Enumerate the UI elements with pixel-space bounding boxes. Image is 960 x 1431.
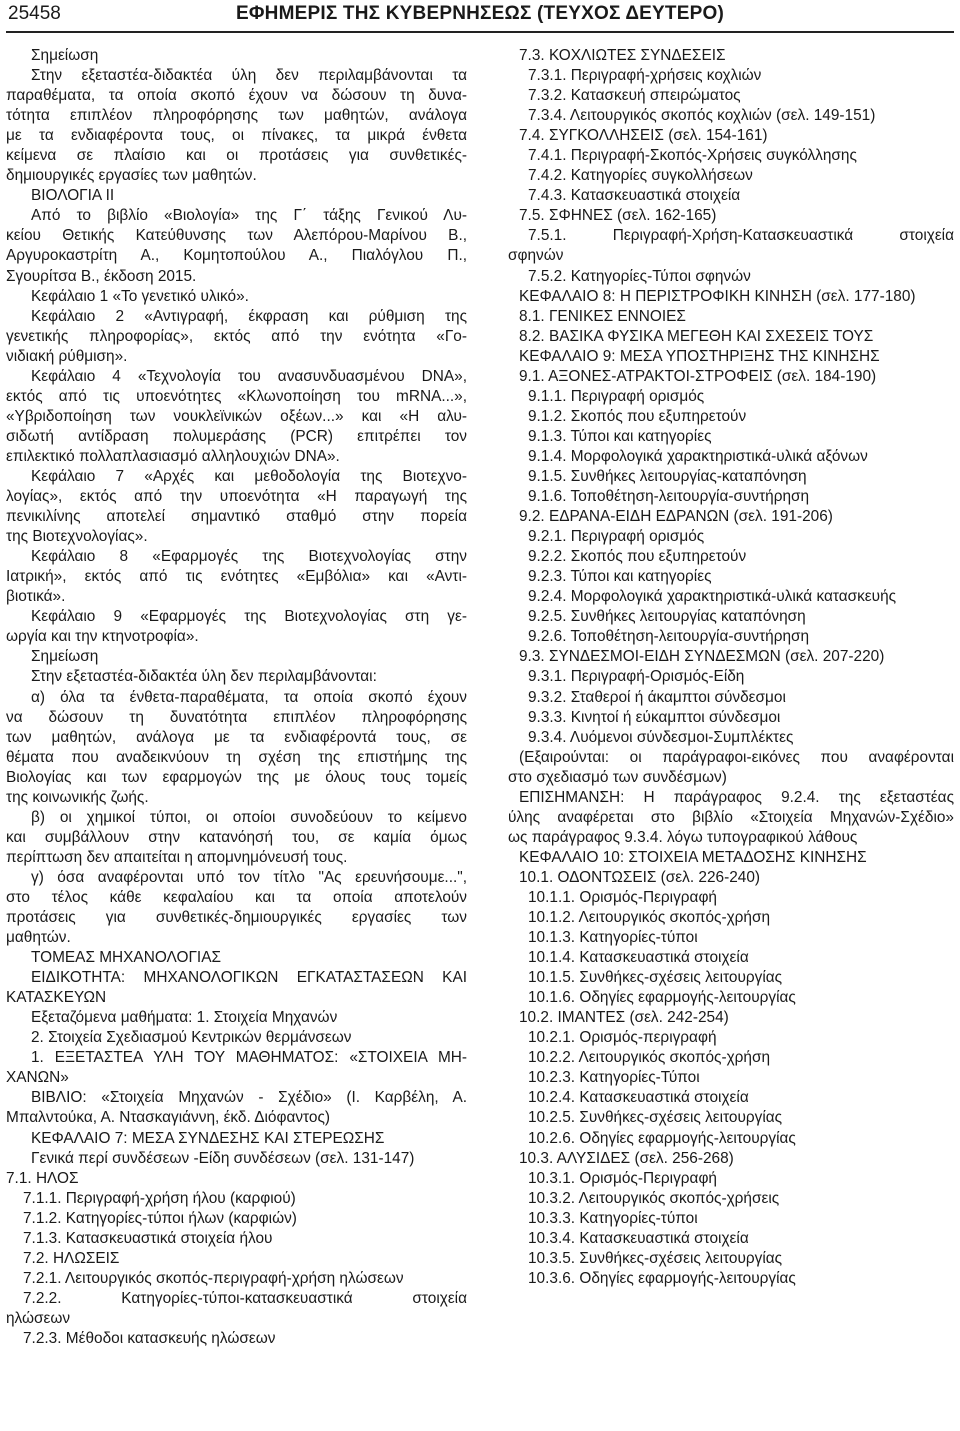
right-column-line: ΚΕΦΑΛΑΙΟ 9: ΜΕΣΑ ΥΠΟΣΤΗΡΙΞΗΣ ΤΗΣ ΚΙΝΗΣΗΣ bbox=[519, 347, 880, 365]
right-column-line: ΕΠΙΣΗΜΑΝΣΗ: Η παράγραφος 9.2.4. της εξεταστέας bbox=[519, 788, 954, 806]
left-column-line: α) όλα τα ένθετα-παραθέματα, τα οποία σκοπό έχουν bbox=[31, 688, 467, 706]
right-column-line: 9.2.4. Μορφολογικά χαρακτηριστικά-υλικά κατασκευής bbox=[528, 588, 897, 606]
right-column-line: 8.1. ΓΕΝΙΚΕΣ ΕΝΝΟΙΕΣ bbox=[519, 307, 686, 325]
right-column-line: 9.2.3. Τύποι και κατηγορίες bbox=[528, 568, 712, 586]
right-column-line: 9.3.2. Σταθεροί ή άκαμπτοι σύνδεσμοι bbox=[528, 688, 786, 706]
right-column-line: 7.4.1. Περιγραφή-Σκοπός-Χρήσεις συγκόλλησης bbox=[528, 147, 857, 165]
right-column-line: 9.1.3. Τύποι και κατηγορίες bbox=[528, 427, 712, 445]
right-column-line: 9.1. ΑΞΟΝΕΣ-ΑΤΡΑΚΤΟΙ-ΣΤΡΟΦΕΙΣ (σελ. 184-190) bbox=[519, 367, 877, 385]
left-column-line: Σημείωση bbox=[31, 47, 99, 64]
left-column-line: 2. Στοιχεία Σχεδιασμού Κεντρικών θερμάνσεων bbox=[31, 1029, 352, 1047]
left-column-line: Κεφάλαιο 2 «Αντιγραφή, έκφραση και ρύθμιση της bbox=[31, 307, 467, 325]
right-column-line: 7.4.3. Κατασκευαστικά στοιχεία bbox=[528, 187, 741, 205]
left-column-line: Σγουρίτσα Β., έκδοση 2015. bbox=[6, 267, 197, 285]
left-column-line: 1. ΕΞΕΤΑΣΤΕΑ ΥΛΗ ΤΟΥ ΜΑΘΗΜΑΤΟΣ: «ΣΤΟΙΧΕΙΑ ΜΗ‐ bbox=[31, 1049, 467, 1067]
left-column-line: στο τέλος κάθε κεφαλαίου και τα οποία αποτελούν bbox=[6, 888, 467, 906]
right-column-line: 9.1.1. Περιγραφή ορισμός bbox=[528, 387, 705, 405]
left-column-line: Από το βιβλίο «Βιολογία» της Γ΄ τάξης Γενικού Λυ‐ bbox=[31, 207, 467, 225]
right-column-line: 9.3.3. Κινητοί ή εύκαμπτοι σύνδεσμοι bbox=[528, 708, 781, 726]
left-column-line: επιλεκτικό πολλαπλασιασμό αλληλουχιών DNA». bbox=[6, 447, 340, 465]
left-column-line: κείου Θετικής Κατεύθυνσης των Αλεπόρου-Μαρίνου Β., bbox=[6, 227, 467, 245]
left-column-line: ΒΙΒΛΙΟ: «Στοιχεία Μηχανών - Σχέδιο» (Ι. Καρβέλη, Α. bbox=[31, 1089, 467, 1107]
right-column-line: 10.1.2. Λειτουργικός σκοπός-χρήση bbox=[528, 909, 771, 927]
right-column-line: 8.2. ΒΑΣΙΚΑ ΦΥΣΙΚΑ ΜΕΓΕΘΗ ΚΑΙ ΣΧΕΣΕΙΣ ΤΟΥΣ bbox=[519, 327, 874, 345]
right-column-line: 9.2.5. Συνθήκες λειτουργίας καταπόνηση bbox=[528, 608, 806, 626]
right-column-line: 10.1.4. Κατασκευαστικά στοιχεία bbox=[528, 949, 749, 967]
left-column-line: Σημείωση bbox=[31, 648, 99, 666]
left-column-line: ΚΑΤΑΣΚΕΥΩΝ bbox=[6, 989, 107, 1007]
right-column-line: 7.5. ΣΦΗΝΕΣ (σελ. 162-165) bbox=[519, 207, 717, 225]
left-column-line: Εξεταζόμενα μαθήματα: 1. Στοιχεία Μηχανών bbox=[31, 1009, 338, 1027]
right-column-line: 9.2. ΕΔΡΑΝΑ-ΕΙΔΗ ΕΔΡΑΝΩΝ (σελ. 191-206) bbox=[519, 508, 833, 526]
left-column-line: ωργία και την κτηνοτροφία». bbox=[6, 628, 199, 646]
right-column-line: σφηνών bbox=[508, 247, 564, 265]
right-column-line: 7.5.2. Κατηγορίες-Τύποι σφηνών bbox=[528, 267, 751, 285]
right-column-line: ΚΕΦΑΛΑΙΟ 10: ΣΤΟΙΧΕΙΑ ΜΕΤΑΔΟΣΗΣ ΚΙΝΗΣΗΣ bbox=[519, 848, 867, 866]
left-column-line: Αργυροκαστρίτη Α., Κομητοπούλου Α., Πιαλόγλου Π., bbox=[6, 247, 467, 265]
right-column bbox=[508, 46, 954, 1289]
left-column-line: Βιολογίας και των εφαρμογών της με όλους τους τομείς bbox=[6, 768, 467, 786]
right-column-line: ύλης αναφέρεται στο βιβλίο «Στοιχεία Μηχανών-Σχέδιο» bbox=[508, 808, 954, 826]
right-column-line: 10.1.1. Ορισμός-Περιγραφή bbox=[528, 888, 717, 906]
left-column-line: των μαθητών, ανάλογα με τα ενδιαφέροντά τους, σε bbox=[6, 728, 467, 746]
left-column-line: γενετικής πληροφορίας», εκτός από την ενότητα «Γο‐ bbox=[6, 327, 467, 345]
left-column-line: μαθητών. bbox=[6, 929, 71, 947]
left-column-line: β) οι χημικοί τύποι, οι οποίοι συνοδεύουν το κείμενο bbox=[31, 808, 467, 826]
right-column-line: ΚΕΦΑΛΑΙΟ 8: Η ΠΕΡΙΣΤΡΟΦΙΚΗ ΚΙΝΗΣΗ (σελ. 177-180) bbox=[519, 287, 916, 305]
right-column-line: 9.2.2. Σκοπός που εξυπηρετούν bbox=[528, 548, 747, 566]
right-column-line: (Εξαιρούνται: οι παράγραφοι-εικόνες που αναφέρονται bbox=[519, 748, 954, 766]
right-column-line: 10.3.4. Κατασκευαστικά στοιχεία bbox=[528, 1229, 749, 1247]
left-column-line: και συμβάλλουν στην κατανόησή του, σε καμία όμως bbox=[6, 828, 467, 846]
right-column-line: 10.2.6. Οδηγίες εφαρμογής-λειτουργίας bbox=[528, 1129, 796, 1147]
left-column-line: Κεφάλαιο 4 «Τεχνολογία του ανασυνδυασμένου DNA», bbox=[31, 367, 467, 385]
right-column-line: 10.3.6. Οδηγίες εφαρμογής-λειτουργίας bbox=[528, 1269, 796, 1287]
right-column-line: 10.2.1. Ορισμός-περιγραφή bbox=[528, 1029, 717, 1047]
right-column-line: 10.3.5. Συνθήκες-σχέσεις λειτουργίας bbox=[528, 1249, 783, 1267]
right-column-line: 7.3.4. Λειτουργικός σκοπός κοχλιών (σελ. 149-151) bbox=[528, 107, 876, 125]
page-number: 25458 bbox=[8, 3, 61, 24]
left-column-line: ΒΙΟΛΟΓΙΑ ΙΙ bbox=[31, 187, 115, 205]
right-column-line: 7.5.1. Περιγραφή-Χρήση-Κατασκευαστικά στοιχεία bbox=[528, 227, 954, 245]
left-column-line: περίπτωση δεν απαιτείται η απομνημόνευσή τους. bbox=[6, 848, 348, 866]
left-column-line: εκτός από τις υποενότητες «Κλωνοποίηση του mRNA...», bbox=[6, 387, 467, 405]
right-column-line: 7.3.2. Κατασκευή σπειρώματος bbox=[528, 87, 741, 105]
right-column-line: 9.2.1. Περιγραφή ορισμός bbox=[528, 528, 705, 546]
left-column-line: ΤΟΜΕΑΣ ΜΗΧΑΝΟΛΟΓΙΑΣ bbox=[31, 949, 221, 967]
left-column-line: Στην εξεταστέα-διδακτέα ύλη δεν περιλαμβάνονται: bbox=[31, 668, 377, 686]
left-column-line: ΕΙΔΙΚΟΤΗΤΑ: ΜΗΧΑΝΟΛΟΓΙΚΩΝ ΕΓΚΑΤΑΣΤΑΣΕΩΝ ΚΑΙ bbox=[31, 969, 467, 987]
right-column-line: 9.1.4. Μορφολογικά χαρακτηριστικά-υλικά αξόνων bbox=[528, 447, 868, 465]
left-column-line: δημιουργικές εργασίες των μαθητών. bbox=[6, 167, 257, 185]
right-column-line: στο σχεδιασμό των συνδέσμων) bbox=[508, 768, 727, 786]
right-column-line: 10.3.2. Λειτουργικός σκοπός-χρήσεις bbox=[528, 1189, 780, 1207]
left-column-line: Κεφάλαιο 9 «Εφαρμογές της Βιοτεχνολογίας στη γε‐ bbox=[31, 608, 467, 626]
left-column-line: 7.1.1. Περιγραφή-χρήση ήλου (καρφιού) bbox=[23, 1189, 296, 1207]
right-column-line: 10.3. ΑΛΥΣΙΔΕΣ (σελ. 256-268) bbox=[519, 1149, 734, 1167]
right-column-line: 10.2.5. Συνθήκες-σχέσεις λειτουργίας bbox=[528, 1109, 783, 1127]
right-column-line: 9.2.6. Τοποθέτηση-λειτουργία-συντήρηση bbox=[528, 628, 810, 646]
journal-title: ΕΦΗΜΕΡΙΣ ΤΗΣ ΚΥΒΕΡΝΗΣΕΩΣ (ΤΕΥΧΟΣ ΔΕΥΤΕΡΟ) bbox=[236, 3, 724, 24]
left-column-line: Γενικά περί συνδέσεων -Είδη συνδέσεων (σελ. 131-147) bbox=[31, 1149, 415, 1167]
left-column-line: 7.1.2. Κατηγορίες-τύποι ήλων (καρφιών) bbox=[23, 1209, 297, 1227]
left-column-line: σιδωτή αντίδραση πολυμεράσης (PCR) επιτρέπει τον bbox=[6, 427, 467, 445]
left-column-line: Κεφάλαιο 1 «Το γενετικό υλικό». bbox=[31, 287, 249, 305]
left-column-line: Μπαλντούκα, Α. Ντασκαγιάννη, έκδ. Διόφαντος) bbox=[6, 1109, 330, 1127]
right-column-line: 10.1.5. Συνθήκες-σχέσεις λειτουργίας bbox=[528, 969, 783, 987]
right-column-line: 10.1. ΟΔΟΝΤΩΣΕΙΣ (σελ. 226-240) bbox=[519, 868, 761, 886]
right-column-line: 9.1.5. Συνθήκες λειτουργίας-καταπόνηση bbox=[528, 467, 807, 485]
left-column-line: 7.2. ΗΛΩΣΕΙΣ bbox=[23, 1249, 120, 1267]
left-column-line: της κοινωνικής ζωής. bbox=[6, 788, 149, 806]
right-column-line: 9.3.1. Περιγραφή-Ορισμός-Είδη bbox=[528, 668, 745, 686]
right-column-line: 7.4. ΣΥΓΚΟΛΛΗΣΕΙΣ (σελ. 154-161) bbox=[519, 127, 768, 145]
left-column-line: 7.2.3. Μέθοδοι κατασκευής ηλώσεων bbox=[23, 1330, 276, 1347]
right-column-line: 7.4.2. Κατηγορίες συγκολλήσεων bbox=[528, 167, 753, 185]
left-column-line: παραθέματα, τα οποία σκοπό έχουν να δώσουν τη δυνα‐ bbox=[6, 87, 467, 105]
right-column-line: 10.2.3. Κατηγορίες-Τύποι bbox=[528, 1069, 700, 1087]
left-column-line: γ) όσα αναφέρονται υπό τον τίτλο "Ας ερευνήσουμε...", bbox=[31, 868, 467, 886]
left-column-line: να δώσουν τη δυνατότητα επιπλέον πληροφόρησης bbox=[6, 708, 467, 726]
right-column-line: 9.1.2. Σκοπός που εξυπηρετούν bbox=[528, 407, 747, 425]
left-column-line: προτάσεις για συνθετικές-δημιουργικές εργασίες των bbox=[6, 909, 467, 927]
left-column-line: ηλώσεων bbox=[6, 1309, 71, 1327]
left-column-line: με τα ενδιαφέροντα τους, οι πίνακες, τα μικρά ένθετα bbox=[6, 127, 467, 145]
left-column-line: 7.2.2. Κατηγορίες-τύποι-κατασκευαστικά στοιχεία bbox=[23, 1289, 467, 1307]
left-column-line: «Υβριδοποίηση των νουκλεϊνικών οξέων...» και «Η αλυ‐ bbox=[6, 407, 467, 425]
right-column-line: 10.3.1. Ορισμός-Περιγραφή bbox=[528, 1169, 717, 1187]
left-column-line: θέματα που αναδεικνύουν τη σχέση της επιστήμης της bbox=[6, 748, 467, 766]
right-column-line: 9.3.4. Λυόμενοι σύνδεσμοι-Συμπλέκτες bbox=[528, 728, 794, 746]
left-column-line: της Βιοτεχνολογίας». bbox=[6, 528, 148, 546]
right-column-line: 10.2.2. Λειτουργικός σκοπός-χρήση bbox=[528, 1049, 771, 1067]
left-column-line: λογίας», εκτός από την υποενότητα «Η παραγωγή της bbox=[6, 488, 467, 506]
left-column-line: Ιατρική», εκτός από τις ενότητες «Εμβόλια» και «Αντι‐ bbox=[6, 568, 467, 586]
left-column-line: ΚΕΦΑΛΑΙΟ 7: ΜΕΣΑ ΣΥΝΔΕΣΗΣ ΚΑΙ ΣΤΕΡΕΩΣΗΣ bbox=[31, 1129, 385, 1147]
header-rule bbox=[6, 31, 954, 33]
left-column-line: Στην εξεταστέα-διδακτέα ύλη δεν περιλαμβάνονται τα bbox=[31, 67, 467, 85]
right-column-line: 10.2.4. Κατασκευαστικά στοιχεία bbox=[528, 1089, 749, 1107]
left-column-line: Κεφάλαιο 8 «Εφαρμογές της Βιοτεχνολογίας στην bbox=[31, 548, 467, 566]
left-column-line: 7.1. ΗΛΟΣ bbox=[6, 1169, 79, 1187]
right-column-line: ως παράγραφος 9.3.4. λόγω τυπογραφικού λάθους bbox=[508, 828, 858, 846]
left-column-line: νιδιακή ρύθμιση». bbox=[6, 347, 128, 365]
right-column-line: 7.3. ΚΟΧΛΙΩΤΕΣ ΣΥΝΔΕΣΕΙΣ bbox=[519, 47, 726, 64]
left-column-line: τότητα επιπλέον πληροφόρησης των μαθητών, ανάλογα bbox=[6, 107, 467, 125]
right-column-line: 10.1.6. Οδηγίες εφαρμογής-λειτουργίας bbox=[528, 989, 796, 1007]
right-column-line: 10.1.3. Κατηγορίες-τύποι bbox=[528, 929, 698, 947]
left-column-line: κείμενα σε πλαίσιο και οι προτάσεις για συνθετικές‐ bbox=[6, 147, 467, 165]
right-column-line: 10.3.3. Κατηγορίες-τύποι bbox=[528, 1209, 698, 1227]
left-column-line: πενικιλίνης αποτελεί σημαντικό σταθμό στην πορεία bbox=[6, 508, 467, 526]
left-column bbox=[6, 46, 467, 1349]
page-header bbox=[0, 0, 960, 40]
left-column-line: 7.2.1. Λειτουργικός σκοπός-περιγραφή-χρήση ηλώσεων bbox=[23, 1269, 404, 1287]
left-column-line: 7.1.3. Κατασκευαστικά στοιχεία ήλου bbox=[23, 1229, 273, 1247]
right-column-line: 9.1.6. Τοποθέτηση-λειτουργία-συντήρηση bbox=[528, 488, 810, 506]
left-column-line: βιοτικά». bbox=[6, 588, 66, 606]
right-column-line: 9.3. ΣΥΝΔΕΣΜΟΙ-ΕΙΔΗ ΣΥΝΔΕΣΜΩΝ (σελ. 207-220) bbox=[519, 648, 885, 666]
left-column-line: Κεφάλαιο 7 «Αρχές και μεθοδολογία της Βιοτεχνο‐ bbox=[31, 467, 467, 485]
right-column-line: 7.3.1. Περιγραφή-χρήσεις κοχλιών bbox=[528, 67, 762, 85]
right-column-line: 10.2. ΙΜΑΝΤΕΣ (σελ. 242-254) bbox=[519, 1009, 729, 1027]
left-column-line: ΧΑΝΩΝ» bbox=[6, 1069, 69, 1087]
